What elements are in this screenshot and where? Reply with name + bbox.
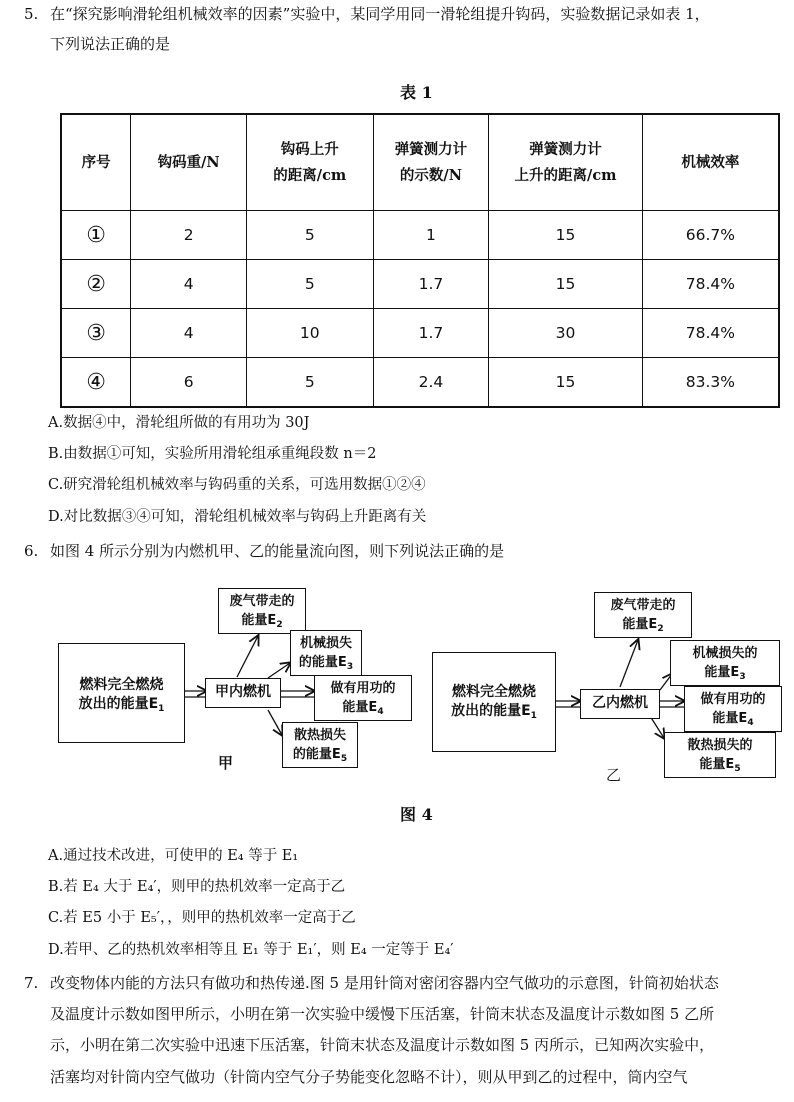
cell-efficiency: 78.4% — [642, 309, 779, 358]
q7-stem-line1: 7. 改变物体内能的方法只有做功和热传递.图 5 是用针筒对密闭容器内空气做功的示意图，针筒初始状态 — [24, 974, 719, 992]
figure-caption: 图 4 — [400, 805, 433, 824]
q6-number: 6. — [24, 542, 39, 560]
q5-stem-line1: 5. 在“探究影响滑轮组机械效率的因素”实验中，某同学用同一滑轮组提升钩码，实验数据记录如表 1， — [24, 5, 710, 23]
q6-option-c[interactable]: C.若 E5 小于 E₅′，，则甲的热机效率一定高于乙 — [48, 910, 356, 926]
arrow-to-heat — [650, 716, 664, 738]
cell-pull: 15 — [489, 260, 643, 309]
cell-weight: 4 — [131, 260, 247, 309]
header-pull-distance: 弹簧测力计 上升的距离/cm — [489, 114, 643, 211]
q6-option-a[interactable]: A.通过技术改进，可使甲的 E₄ 等于 E₁ — [48, 848, 299, 864]
jia-heat-box: 散热损失 的能量$E_5$ — [282, 722, 358, 768]
cell-index: ④ — [61, 358, 131, 408]
header-efficiency: 机械效率 — [642, 114, 779, 211]
q5-stem-line2: 下列说法正确的是 — [50, 35, 171, 53]
cell-weight: 2 — [131, 211, 247, 260]
cell-efficiency: 83.3% — [642, 358, 779, 408]
q7-stem-line2: 及温度计示数如图甲所示，小明在第一次实验中缓慢下压活塞，针筒末状态及温度计示数如图 5 乙所 — [50, 1005, 715, 1023]
yi-heat-box: 散热损失的 能量$E_5$ — [664, 732, 776, 778]
jia-exhaust-box: 废气带走的 能量$E_2$ — [218, 588, 306, 634]
q7-stem-line4: 活塞均对针筒内空气做功（针筒内空气分子势能变化忽略不计），则从甲到乙的过程中，筒内空气 — [50, 1068, 688, 1086]
cell-pull: 15 — [489, 211, 643, 260]
header-index: 序号 — [61, 114, 131, 211]
yi-source-box: 燃料完全燃烧 放出的能量$E_1$ — [432, 652, 556, 752]
jia-engine-box: 甲内燃机 — [205, 678, 281, 708]
q5-option-b[interactable]: B.由数据①可知，实验所用滑轮组承重绳段数 n＝2 — [48, 446, 377, 462]
cell-lift: 5 — [246, 358, 373, 408]
table-title: 表 1 — [400, 83, 433, 102]
cell-lift: 5 — [246, 211, 373, 260]
cell-force: 1.7 — [373, 309, 489, 358]
q6-option-d[interactable]: D.若甲、乙的热机效率相等且 E₁ 等于 E₁′，则 E₄ 一定等于 E₄′ — [48, 942, 454, 958]
jia-label: 甲 — [218, 754, 234, 772]
cell-pull: 30 — [489, 309, 643, 358]
yi-useful-box: 做有用功的 能量$E_4$ — [684, 686, 782, 732]
q5-option-a[interactable]: A.数据④中，滑轮组所做的有用功为 30J — [48, 415, 310, 431]
yi-exhaust-box: 废气带走的 能量$E_2$ — [594, 592, 692, 638]
cell-index: ② — [61, 260, 131, 309]
q6-stem: 6. 如图 4 所示分别为内燃机甲、乙的能量流向图，则下列说法正确的是 — [24, 542, 505, 560]
cell-weight: 6 — [131, 358, 247, 408]
arrow-to-mech — [268, 663, 290, 678]
yi-label: 乙 — [606, 766, 622, 784]
cell-efficiency: 66.7% — [642, 211, 779, 260]
header-weight: 钩码重/N — [131, 114, 247, 211]
arrow-to-exhaust — [620, 640, 638, 687]
cell-lift: 10 — [246, 309, 373, 358]
cell-force: 1 — [373, 211, 489, 260]
q5-option-c[interactable]: C.研究滑轮组机械效率与钩码重的关系，可选用数据①②④ — [48, 477, 426, 493]
header-lift-distance: 钩码上升 的距离/cm — [246, 114, 373, 211]
arrow-to-heat — [268, 710, 282, 735]
cell-force: 2.4 — [373, 358, 489, 408]
cell-efficiency: 78.4% — [642, 260, 779, 309]
q5-option-d[interactable]: D.对比数据③④可知，滑轮组机械效率与钩码上升距离有关 — [48, 509, 427, 525]
cell-force: 1.7 — [373, 260, 489, 309]
jia-source-box: 燃料完全燃烧 放出的能量$E_1$ — [58, 643, 185, 743]
cell-lift: 5 — [246, 260, 373, 309]
cell-index: ③ — [61, 309, 131, 358]
cell-index: ① — [61, 211, 131, 260]
q6-option-b[interactable]: B.若 E₄ 大于 E₄′，则甲的热机效率一定高于乙 — [48, 879, 346, 895]
cell-pull: 15 — [489, 358, 643, 408]
yi-mech-box: 机械损失的 能量$E_3$ — [670, 640, 780, 686]
q7-stem-line3: 示，小明在第二次实验中迅速下压活塞，针筒末状态及温度计示数如图 5 丙所示，已知两次实验中， — [50, 1036, 715, 1054]
header-force-reading: 弹簧测力计 的示数/N — [373, 114, 489, 211]
q5-number: 5. — [24, 5, 39, 23]
arrow-to-exhaust — [237, 636, 258, 677]
yi-engine-box: 乙内燃机 — [580, 689, 660, 719]
q7-number: 7. — [24, 974, 39, 992]
jia-mech-box: 机械损失 的能量$E_3$ — [290, 630, 362, 676]
jia-useful-box: 做有用功的 能量$E_4$ — [314, 675, 412, 721]
cell-weight: 4 — [131, 309, 247, 358]
